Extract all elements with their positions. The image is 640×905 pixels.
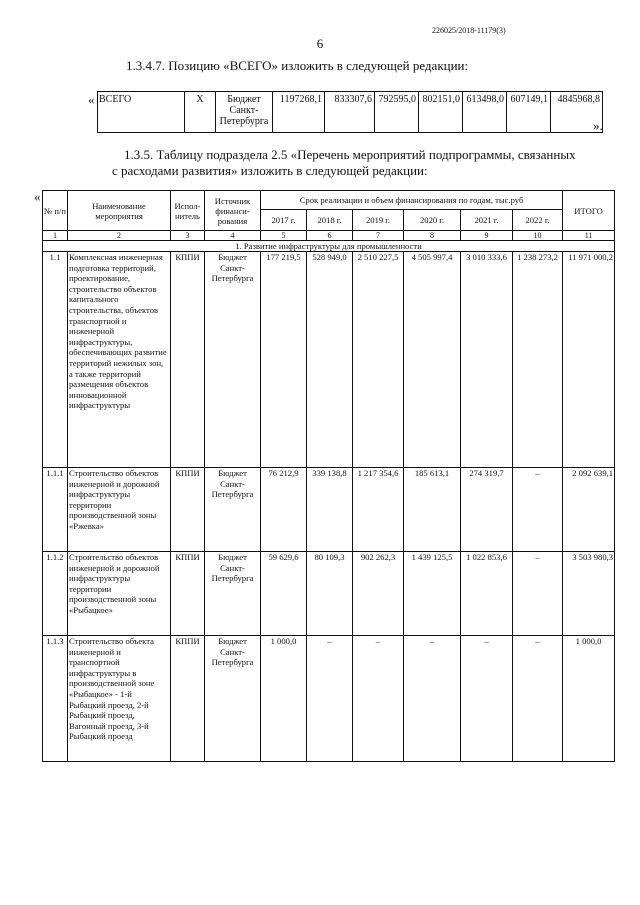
total-label: ВСЕГО bbox=[98, 92, 185, 133]
section-title: 1. Развитие инфраструктуры для промышленности bbox=[43, 241, 615, 252]
total-table bbox=[97, 91, 603, 133]
row-num: 1.1.2 bbox=[43, 552, 68, 636]
row-value: – bbox=[307, 636, 353, 762]
closing-quote-mark: ». bbox=[593, 118, 603, 133]
table-row bbox=[43, 252, 615, 468]
page-number: 6 bbox=[316, 36, 324, 51]
row-name: Строительство объектов инженерной и дорожной инфраструктуры территории производственной зоны «Ржевка» bbox=[68, 468, 171, 552]
row-source: Бюджет Санкт-Петербурга bbox=[205, 468, 261, 552]
row-value: 76 212,9 bbox=[261, 468, 307, 552]
column-index: 7 bbox=[353, 231, 404, 241]
row-value: – bbox=[513, 468, 563, 552]
total-value: 833307,6 bbox=[325, 92, 375, 133]
column-index-row bbox=[43, 231, 615, 241]
paragraph-line: с расходами развития» изложить в следующей редакции: bbox=[112, 163, 428, 178]
header-year: 2018 г. bbox=[307, 210, 353, 231]
total-value: 792595,0 bbox=[375, 92, 419, 133]
measures-table bbox=[42, 190, 615, 762]
row-value: 3 010 333,6 bbox=[461, 252, 513, 468]
column-index: 4 bbox=[205, 231, 261, 241]
row-num: 1.1 bbox=[43, 252, 68, 468]
header-num: № п/п bbox=[43, 191, 68, 231]
row-source: Бюджет Санкт-Петербурга bbox=[205, 252, 261, 468]
total-value: 1197268,1 bbox=[273, 92, 325, 133]
paragraph-line: 1.3.5. Таблицу подраздела 2.5 «Перечень мероприятий подпрограммы, связанных bbox=[124, 147, 576, 162]
row-value: – bbox=[513, 636, 563, 762]
header-row bbox=[43, 191, 615, 210]
row-value: 4 505 997,4 bbox=[404, 252, 461, 468]
row-name: Строительство объектов инженерной и дорожной инфраструктуры территории производственной зоны «Рыбацкое» bbox=[68, 552, 171, 636]
column-index: 1 bbox=[43, 231, 68, 241]
total-value: 802151,0 bbox=[419, 92, 463, 133]
row-value: 339 138,8 bbox=[307, 468, 353, 552]
row-name: Комплексная инженерная подготовка территорий, проектирование, строительство объектов капитального строительства, объектов транспортной и инженерной инфраструктуры, обеспечивающих развитие территорий нежилых зон, а также территорий размещения объектов инновационной инфраструктуры bbox=[68, 252, 171, 468]
header-period: Срок реализации и объем финансирования по годам, тыс.руб bbox=[261, 191, 563, 210]
row-executor: КППИ bbox=[171, 552, 205, 636]
row-value: 177 219,5 bbox=[261, 252, 307, 468]
header-year: 2020 г. bbox=[404, 210, 461, 231]
row-total: 2 092 639,1 bbox=[563, 468, 615, 552]
column-index: 9 bbox=[461, 231, 513, 241]
header-total: ИТОГО bbox=[563, 191, 615, 231]
row-value: – bbox=[404, 636, 461, 762]
document-number: 226025/2018-11179(3) bbox=[432, 26, 506, 35]
row-value: 80 109,3 bbox=[307, 552, 353, 636]
table-row bbox=[43, 636, 615, 762]
row-source: Бюджет Санкт-Петербурга bbox=[205, 552, 261, 636]
row-value: 2 510 227,5 bbox=[353, 252, 404, 468]
header-year: 2019 г. bbox=[353, 210, 404, 231]
paragraph-1-3-4-7: 1.3.4.7. Позицию «ВСЕГО» изложить в следующей редакции: bbox=[126, 58, 469, 73]
header-source: Источник финанси-рования bbox=[205, 191, 261, 231]
total-sum: 4845968,8 bbox=[551, 92, 603, 133]
row-total: 3 503 980,3 bbox=[563, 552, 615, 636]
total-executor: X bbox=[185, 92, 216, 133]
row-total: 1 000,0 bbox=[563, 636, 615, 762]
header-executor: Испол-нитель bbox=[171, 191, 205, 231]
row-num: 1.1.3 bbox=[43, 636, 68, 762]
row-value: 1 217 354,6 bbox=[353, 468, 404, 552]
header-year: 2021 г. bbox=[461, 210, 513, 231]
total-source: Бюджет Санкт-Петербурга bbox=[216, 92, 273, 133]
row-executor: КППИ bbox=[171, 252, 205, 468]
header-name: Наименование мероприятия bbox=[68, 191, 171, 231]
row-value: 528 949,0 bbox=[307, 252, 353, 468]
row-value: 185 613,1 bbox=[404, 468, 461, 552]
column-index: 11 bbox=[563, 231, 615, 241]
table-row bbox=[43, 552, 615, 636]
row-value: – bbox=[513, 552, 563, 636]
column-index: 8 bbox=[404, 231, 461, 241]
row-value: 1 000,0 bbox=[261, 636, 307, 762]
row-value: 59 629,6 bbox=[261, 552, 307, 636]
total-value: 607149,1 bbox=[507, 92, 551, 133]
row-name: Строительство объекта инженерной и транспортной инфраструктуры в производственной зоне «Рыбацкое» - 1-й Рыбацкий проезд, 2-й Рыбацкий проезд, Вагонный проезд, 3-й Рыбацкий проезд bbox=[68, 636, 171, 762]
header-year: 2022 г. bbox=[513, 210, 563, 231]
paragraph-1-3-5 bbox=[112, 147, 602, 179]
column-index: 3 bbox=[171, 231, 205, 241]
row-value: 1 439 125,5 bbox=[404, 552, 461, 636]
row-executor: КППИ bbox=[171, 636, 205, 762]
column-index: 2 bbox=[68, 231, 171, 241]
column-index: 6 bbox=[307, 231, 353, 241]
total-value: 613498,0 bbox=[463, 92, 507, 133]
row-value: 1 022 853,6 bbox=[461, 552, 513, 636]
opening-quote-mark: « bbox=[34, 189, 41, 204]
column-index: 5 bbox=[261, 231, 307, 241]
section-row bbox=[43, 241, 615, 252]
row-num: 1.1.1 bbox=[43, 468, 68, 552]
column-index: 10 bbox=[513, 231, 563, 241]
opening-quote-mark: « bbox=[88, 92, 95, 107]
row-source: Бюджет Санкт-Петербурга bbox=[205, 636, 261, 762]
row-value: – bbox=[353, 636, 404, 762]
row-value: 902 262,3 bbox=[353, 552, 404, 636]
row-value: 274 319,7 bbox=[461, 468, 513, 552]
row-total: 11 971 000,2 bbox=[563, 252, 615, 468]
row-value: – bbox=[461, 636, 513, 762]
table-row bbox=[43, 468, 615, 552]
row-value: 1 238 273,2 bbox=[513, 252, 563, 468]
row-executor: КППИ bbox=[171, 468, 205, 552]
header-year: 2017 г. bbox=[261, 210, 307, 231]
total-row bbox=[98, 92, 603, 133]
